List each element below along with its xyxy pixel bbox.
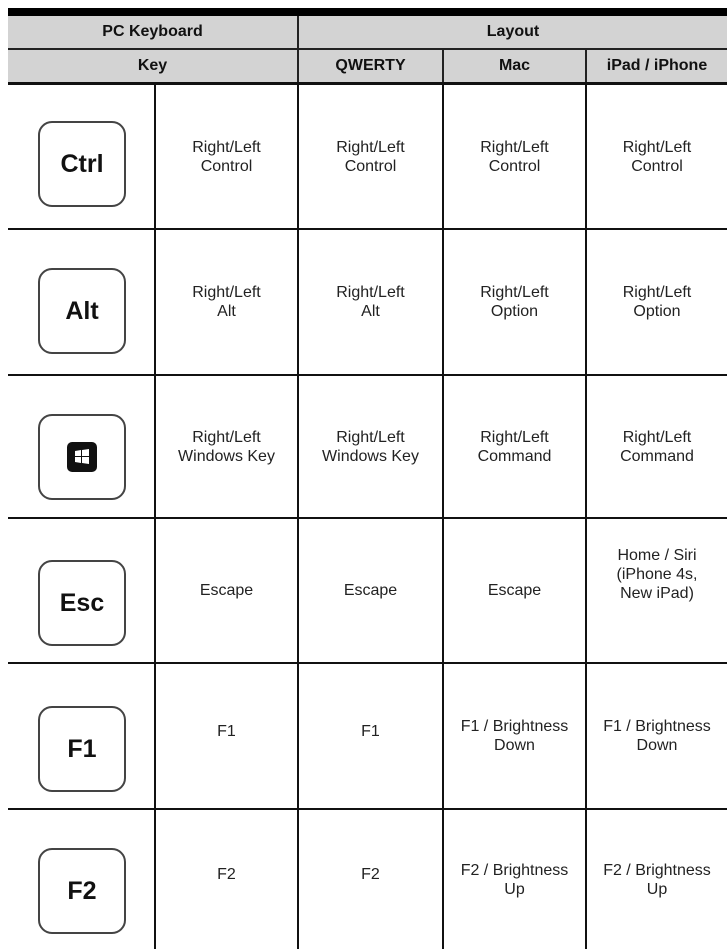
pc-function: F1 (217, 722, 236, 740)
header-pc-keyboard: PC Keyboard (102, 23, 203, 40)
top-rule (8, 8, 727, 16)
table-row (8, 519, 727, 662)
ipad-function: Right/Left Control (622, 138, 692, 175)
mac-function: Escape (487, 582, 542, 599)
mac-function: F1 / Brightness Down (460, 718, 569, 754)
qwerty-function: Right/Left Alt (336, 284, 405, 320)
qwerty-function: Right/Left Control (336, 138, 405, 175)
qwerty-function: Escape (343, 582, 398, 599)
pc-function: F2 (217, 866, 236, 883)
ipad-function: F2 / Brightness Up (603, 861, 711, 898)
ipad-function: F1 / Brightness Down (603, 718, 711, 754)
table-row (8, 664, 727, 808)
header-divider (8, 48, 727, 50)
mac-function: Right/Left Control (480, 138, 549, 175)
table-row (8, 85, 727, 228)
keycap-ctrl: Ctrl (38, 121, 126, 207)
table-row (8, 230, 727, 374)
mac-function: F2 / Brightness Up (460, 861, 569, 898)
pc-function: Right/Left Windows Key (178, 428, 275, 465)
header-ipad: iPad / iPhone (606, 57, 708, 74)
pc-function: Right/Left Alt (192, 284, 261, 320)
qwerty-function: F2 (361, 866, 380, 883)
ipad-function: Right/Left Option (622, 284, 692, 320)
mac-function: Right/Left Option (480, 284, 549, 320)
mac-function: Right/Left Command (477, 428, 552, 465)
table-row (8, 810, 727, 949)
keycap-esc: Esc (38, 560, 126, 646)
header-divider (442, 50, 444, 82)
header-mac: Mac (498, 57, 531, 74)
keycap-alt: Alt (38, 268, 126, 354)
header-key: Key (137, 57, 168, 74)
ipad-function: Right/Left Command (620, 428, 694, 465)
qwerty-function: Right/Left Windows Key (322, 428, 419, 465)
header-qwerty: QWERTY (335, 57, 406, 74)
pc-function: Right/Left Control (192, 138, 261, 175)
qwerty-function: F1 (361, 722, 380, 740)
header-layout: Layout (486, 23, 540, 40)
keycap-f1: F1 (38, 706, 126, 792)
header-divider (585, 50, 587, 82)
pc-function: Escape (199, 582, 254, 599)
keycap-windows (38, 414, 126, 500)
ipad-function: Home / Siri (iPhone 4s, New iPad) (616, 547, 698, 602)
keycap-f2: F2 (38, 848, 126, 934)
windows-logo-icon (67, 442, 97, 472)
table-row (8, 376, 727, 517)
table-header (8, 16, 727, 82)
